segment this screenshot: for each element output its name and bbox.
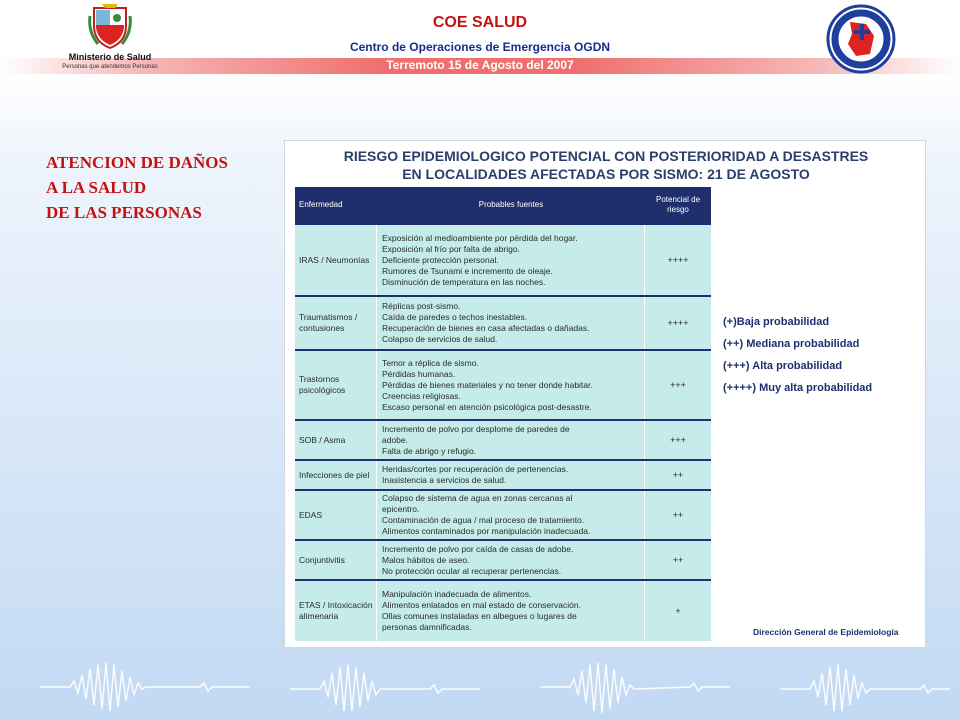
disease-cell: EDAS — [295, 491, 377, 539]
source-line: personas damnificadas. — [382, 622, 472, 632]
risk-legend — [723, 311, 923, 399]
epidemiological-risk-panel — [284, 140, 926, 648]
disease-cell: IRAS / Neumonías — [295, 225, 377, 295]
table-row — [295, 295, 711, 349]
source-line: Malos hábitos de aseo. — [382, 554, 470, 565]
page-title: COE SALUD — [432, 14, 528, 31]
event-label: Terremoto 15 de Agosto del 2007 — [386, 58, 574, 72]
risk-cell: +++ — [670, 435, 686, 445]
risk-cell: ++ — [672, 555, 684, 565]
source-line: Rumores de Tsunami e incremento de oleaje. — [382, 265, 553, 276]
column-header-risk: Potencial de riesgo — [655, 195, 701, 214]
table-row — [295, 349, 711, 419]
table-row — [295, 419, 711, 459]
source-line: No protección ocular al recuperar pertenencias. — [382, 565, 562, 576]
source-line: Colapso de sistema de agua en zonas cercanas al — [382, 493, 573, 503]
seismograph-wave-decoration — [0, 655, 960, 720]
ministry-tagline: Personas que atendemos Personas — [62, 64, 158, 70]
source-line: Réplicas post-sismo. — [382, 301, 461, 311]
source-line: Colapso de servicios de salud. — [382, 334, 498, 344]
source-line: Ollas comunes instaladas en albegues o lugares de — [382, 611, 577, 621]
table-row — [295, 223, 711, 295]
section-heading — [46, 150, 286, 225]
source-line: Contaminación de agua / mal proceso de tratamiento. — [382, 515, 585, 525]
sources-cell — [377, 297, 645, 349]
source-line: Pérdidas de bienes materiales y no tener donde habitar. — [382, 379, 593, 390]
disease-cell: Infecciones de piel — [295, 461, 377, 489]
sources-cell — [377, 461, 645, 489]
panel-title-line: RIESGO EPIDEMIOLOGICO POTENCIAL CON POSTERIORIDAD A DESASTRES — [343, 148, 869, 164]
sources-cell — [377, 351, 645, 419]
source-line: Escaso personal en atención psicológica post-desastre. — [382, 401, 592, 412]
source-line: Exposición al frío por falta de abrigo. — [382, 243, 520, 254]
legend-item: (++++) Muy alta probabilidad — [723, 382, 873, 394]
risk-cell: +++ — [670, 380, 686, 390]
source-line: Pérdidas humanas. — [382, 368, 456, 379]
source-line: epicentro. — [382, 504, 420, 514]
legend-item: (++) Mediana probabilidad — [723, 338, 860, 350]
legend-item: (+)Baja probabilidad — [723, 316, 830, 328]
column-header-disease: Enfermedad — [299, 200, 343, 209]
source-line: Disminución de temperatura en las noches. — [382, 276, 546, 287]
sources-cell — [377, 581, 645, 641]
sources-cell — [377, 541, 645, 579]
source-line: adobe. — [382, 434, 408, 445]
table-row — [295, 489, 711, 539]
source-line: Falta de abrigo y refugio. — [382, 445, 477, 456]
source-line: Creencias religiosas. — [382, 390, 461, 401]
heading-line: DE LAS PERSONAS — [46, 203, 202, 222]
table-row — [295, 459, 711, 489]
source-line: Alimentos enlatados en mal estado de conservación. — [382, 600, 581, 610]
disease-cell: SOB / Asma — [295, 421, 377, 459]
table-header — [295, 187, 711, 223]
source-line: Exposición al medioambiente por pérdida del hogar. — [382, 232, 578, 243]
disease-cell: Conjuntivitis — [295, 541, 377, 579]
panel-title-line: EN LOCALIDADES AFECTADAS POR SISMO: 21 DE AGOSTO — [402, 166, 810, 182]
risk-table — [295, 187, 711, 641]
source-note: Dirección General de Epidemiología — [753, 627, 899, 637]
source-line: Temor a réplica de sismo. — [382, 357, 479, 368]
source-line: Inasistencia a servicios de salud. — [382, 475, 507, 485]
disease-cell: Trastornos psicológicos — [295, 351, 377, 419]
source-line: Alimentos contaminados por manipulación inadecuada. — [382, 526, 591, 536]
ministry-name: Ministerio de Salud — [68, 52, 152, 62]
disease-cell: Traumatismos / contusiones — [295, 297, 377, 349]
column-header-sources: Probables fuentes — [478, 200, 544, 209]
heading-line: A LA SALUD — [46, 178, 147, 197]
risk-cell: ++ — [672, 470, 684, 480]
risk-cell: ++++ — [667, 318, 689, 328]
disease-cell: ETAS / Intoxicación alimenaria — [295, 581, 377, 641]
sources-cell — [377, 491, 645, 539]
table-row — [295, 539, 711, 579]
panel-title — [285, 147, 927, 183]
risk-cell: ++++ — [667, 255, 689, 265]
source-line: Incremento de polvo por caída de casas de adobe. — [382, 543, 574, 554]
source-line: Heridas/cortes por recuperación de pertenencias. — [382, 464, 569, 474]
source-line: Recuperación de bienes en casa afectadas o dañadas. — [382, 323, 590, 333]
sources-cell — [377, 421, 645, 459]
page-subtitle: Centro de Operaciones de Emergencia OGDN — [349, 40, 611, 54]
source-line: Deficiente protección personal. — [382, 254, 499, 265]
source-line: Caída de paredes o techos inestables. — [382, 312, 528, 322]
source-line: Incremento de polvo por desplome de paredes de — [382, 423, 570, 434]
legend-item: (+++) Alta probabilidad — [723, 360, 843, 372]
ogdn-seal-icon — [826, 4, 896, 74]
risk-cell: + — [675, 606, 681, 616]
heading-line: ATENCION DE DAÑOS — [46, 153, 228, 172]
source-line: Manipulación inadecuada de alimentos. — [382, 589, 532, 599]
risk-cell: ++ — [672, 510, 684, 520]
table-row — [295, 579, 711, 641]
sources-cell — [377, 225, 645, 295]
